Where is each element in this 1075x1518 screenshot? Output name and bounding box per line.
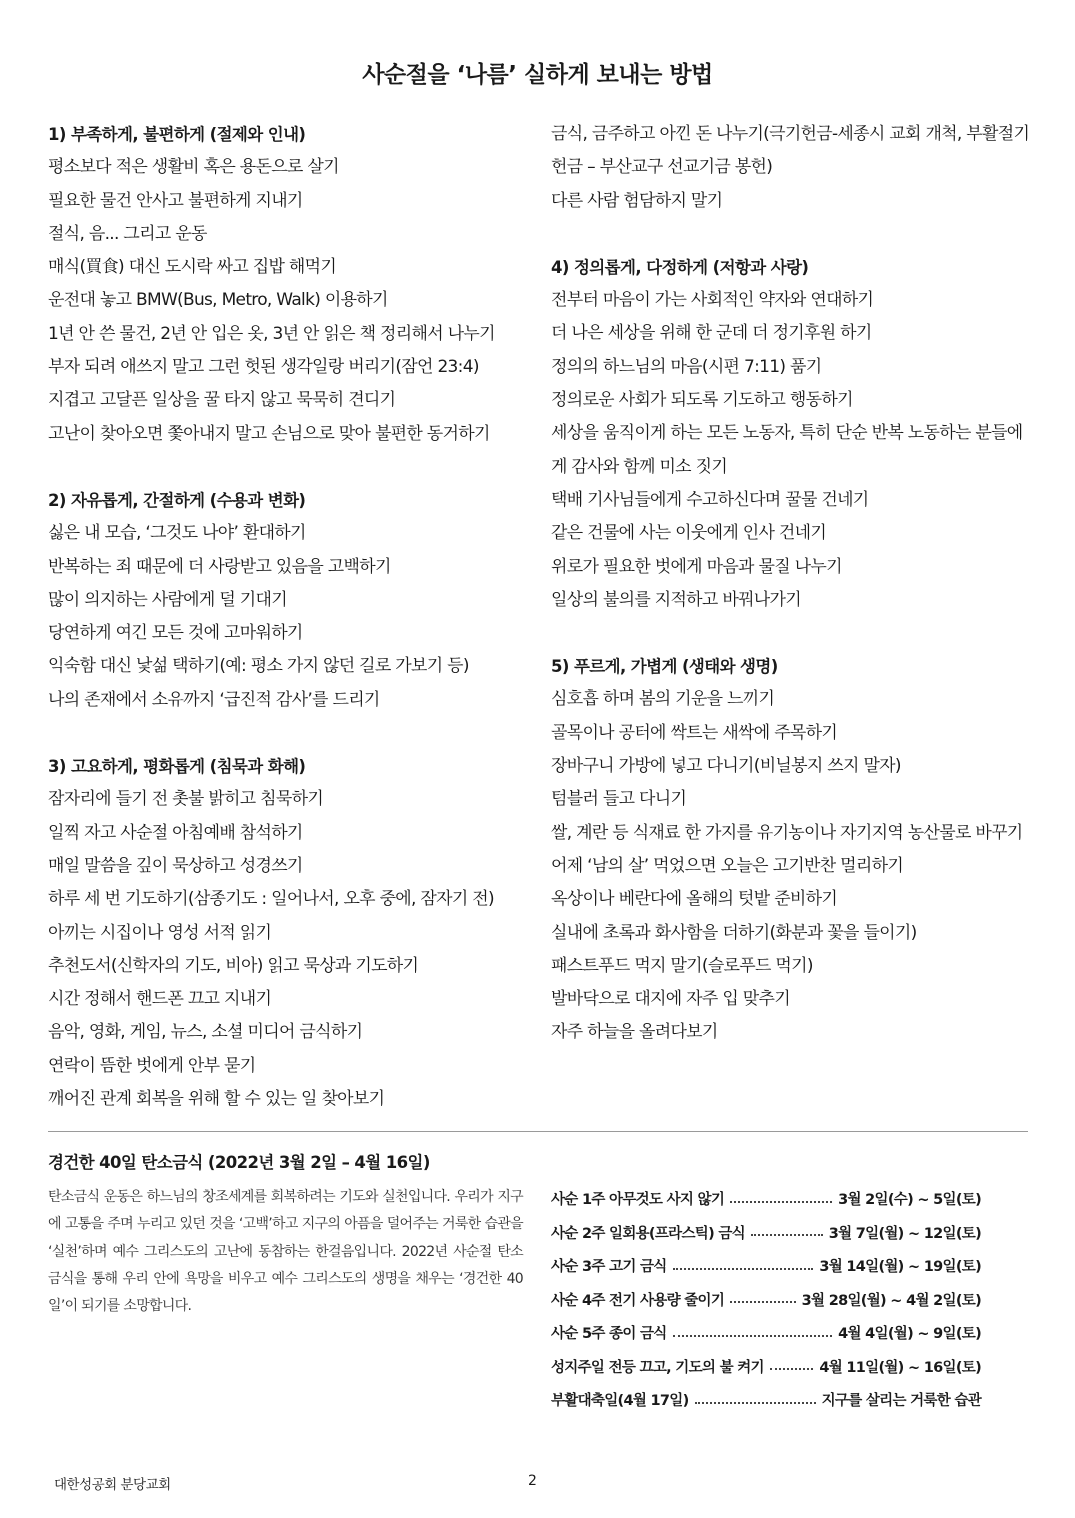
right-column bbox=[551, 118, 1031, 1083]
list-item: 매일 말씀을 깊이 묵상하고 성경쓰기 bbox=[48, 855, 303, 876]
carbon-fast-schedule bbox=[551, 1182, 981, 1417]
list-item: 일찍 자고 사순절 아침예배 참석하기 bbox=[48, 822, 303, 843]
section-3 bbox=[48, 750, 538, 1116]
list-item: 운전대 놓고 BMW(Bus, Metro, Walk) 이용하기 bbox=[48, 290, 388, 311]
list-item: 위로가 필요한 벗에게 마음과 물질 나누기 bbox=[551, 556, 842, 577]
page-number: 2 bbox=[528, 1473, 537, 1489]
section-4 bbox=[551, 251, 1031, 617]
list-item: 자주 하늘을 올려다보기 bbox=[551, 1022, 718, 1043]
carbon-fast-description: 탄소금식 운동은 하느님의 창조세계를 회복하려는 기도와 실천입니다. 우리가 지구에 고통을 주며 누리고 있던 것을 ‘고백’하고 지구의 아픔을 덜어주는 거룩한 습관을 ‘실천’하며 예수 그리스도의 고난에 동참하는 한걸음입니다. 2022년 사순절 탄소 금식을 통해 우리 안에 욕망을 비우고 예수 그리스도의 생명을 채우는 ‘경건한 40일’이 되기를 소망합니다. bbox=[48, 1189, 523, 1315]
list-item: 정의로운 사회가 되도록 기도하고 행동하기 bbox=[551, 390, 853, 411]
list-item: 어제 ‘남의 살’ 먹었으면 오늘은 고기반찬 멀리하기 bbox=[551, 855, 904, 876]
list-item: 필요한 물건 안사고 불편하게 지내기 bbox=[48, 190, 303, 211]
schedule-label: 사순 1주 아무것도 사지 않기 bbox=[551, 1192, 725, 1209]
list-item: 옥상이나 베란다에 올해의 텃밭 준비하기 bbox=[551, 889, 838, 910]
item-list bbox=[551, 118, 1031, 218]
item-list bbox=[48, 517, 538, 717]
section-heading: 3) 고요하게, 평화롭게 (침묵과 화해) bbox=[48, 757, 306, 777]
list-item: 나의 존재에서 소유까지 ‘급진적 감사’를 드리기 bbox=[48, 689, 380, 710]
schedule-date: 3월 14일(월) ~ 19일(토) bbox=[819, 1259, 981, 1276]
schedule-label: 사순 4주 전기 사용량 줄이기 bbox=[551, 1292, 725, 1309]
list-item: 아끼는 시집이나 영성 서적 읽기 bbox=[48, 922, 272, 943]
section-heading: 4) 정의롭게, 다정하게 (저항과 사랑) bbox=[551, 257, 809, 277]
list-item: 다른 사람 험담하지 말기 bbox=[551, 190, 723, 211]
list-item: 정의의 하느님의 마음(시편 7:11) 품기 bbox=[551, 356, 822, 377]
list-item: 당연하게 여긴 모든 것에 고마워하기 bbox=[48, 623, 303, 644]
list-item: 연락이 뜸한 벗에게 안부 묻기 bbox=[48, 1055, 256, 1076]
list-item: 골목이나 공터에 싹트는 새싹에 주목하기 bbox=[551, 722, 838, 743]
list-item: 하루 세 번 기도하기(삼종기도 : 일어나서, 오후 중에, 잠자기 전) bbox=[48, 889, 494, 910]
item-list bbox=[551, 683, 1031, 1049]
list-item: 심호흡 하며 봄의 기운을 느끼기 bbox=[551, 689, 775, 710]
list-item: 지겹고 고달픈 일상을 꿀 타지 않고 묵묵히 견디기 bbox=[48, 390, 396, 411]
list-item: 음악, 영화, 게임, 뉴스, 소셜 미디어 금식하기 bbox=[48, 1022, 363, 1043]
section-3-continued bbox=[551, 118, 1031, 218]
section-heading: 5) 푸르게, 가볍게 (생태와 생명) bbox=[551, 657, 778, 677]
item-list bbox=[48, 151, 538, 451]
schedule-label: 부활대축일(4월 17일) bbox=[551, 1393, 689, 1410]
list-item: 패스트푸드 먹지 말기(슬로푸드 먹기) bbox=[551, 955, 813, 976]
list-item: 일상의 불의를 지적하고 바꿔나가기 bbox=[551, 589, 801, 610]
list-item: 세상을 움직이게 하는 모든 노동자, 특히 단순 반복 노동하는 분들에게 감사와 함께 미소 짓기 bbox=[551, 423, 1023, 477]
list-item: 잠자리에 들기 전 촛불 밝히고 침묵하기 bbox=[48, 789, 324, 810]
dot-leader bbox=[673, 1335, 833, 1337]
list-item: 절식, 음... 그리고 운동 bbox=[48, 223, 207, 244]
schedule-row bbox=[551, 1283, 981, 1317]
list-item: 택배 기사님들에게 수고하신다며 꿀물 건네기 bbox=[551, 489, 869, 510]
list-item: 장바구니 가방에 넣고 다니기(비닐봉지 쓰지 말자) bbox=[551, 756, 901, 777]
list-item: 실내에 초록과 화사함을 더하기(화분과 꽃을 들이기) bbox=[551, 922, 917, 943]
schedule-label: 사순 3주 고기 금식 bbox=[551, 1259, 667, 1276]
item-list bbox=[551, 284, 1031, 617]
schedule-date: 4월 11일(월) ~ 16일(토) bbox=[819, 1359, 981, 1376]
dot-leader bbox=[673, 1268, 814, 1270]
list-item: 같은 건물에 사는 이웃에게 인사 건네기 bbox=[551, 523, 827, 544]
schedule-row bbox=[551, 1249, 981, 1283]
dot-leader bbox=[695, 1402, 816, 1404]
list-item: 1년 안 쓴 물건, 2년 안 입은 옷, 3년 안 읽은 책 정리해서 나누기 bbox=[48, 323, 495, 344]
section-1 bbox=[48, 118, 538, 451]
dot-leader bbox=[730, 1201, 832, 1203]
list-item: 쌀, 계란 등 식재료 한 가지를 유기농이나 자기지역 농산물로 바꾸기 bbox=[551, 822, 1023, 843]
schedule-date: 3월 28일(월) ~ 4월 2일(토) bbox=[801, 1292, 981, 1309]
schedule-row bbox=[551, 1182, 981, 1216]
list-item: 평소보다 적은 생활비 혹은 용돈으로 살기 bbox=[48, 157, 339, 178]
footer-church-name: 대한성공회 분당교회 bbox=[54, 1477, 171, 1493]
section-heading: 2) 자유롭게, 간절하게 (수용과 변화) bbox=[48, 490, 306, 510]
list-item: 더 나은 세상을 위해 한 군데 더 정기후원 하기 bbox=[551, 323, 872, 344]
schedule-label: 사순 5주 종이 금식 bbox=[551, 1326, 667, 1343]
list-item: 고난이 찾아오면 쫓아내지 말고 손님으로 맞아 불편한 동거하기 bbox=[48, 423, 490, 444]
list-item: 반복하는 죄 때문에 더 사랑받고 있음을 고백하기 bbox=[48, 556, 391, 577]
list-item: 추천도서(신학자의 기도, 비아) 읽고 묵상과 기도하기 bbox=[48, 955, 419, 976]
section-5 bbox=[551, 650, 1031, 1050]
list-item: 부자 되려 애쓰지 말고 그런 헛된 생각일랑 버리기(잠언 23:4) bbox=[48, 357, 479, 378]
section-heading: 1) 부족하게, 불편하게 (절제와 인내) bbox=[48, 125, 306, 144]
divider bbox=[48, 1131, 1028, 1132]
schedule-date: 지구를 살리는 거룩한 습관 bbox=[821, 1393, 981, 1410]
dot-leader bbox=[770, 1368, 813, 1370]
schedule-date: 3월 2일(수) ~ 5일(토) bbox=[838, 1192, 981, 1209]
schedule-row bbox=[551, 1316, 981, 1350]
schedule-row bbox=[551, 1216, 981, 1250]
schedule-date: 4월 4일(월) ~ 9일(토) bbox=[838, 1326, 981, 1343]
dot-leader bbox=[730, 1301, 795, 1303]
list-item: 금식, 금주하고 아낀 돈 나누기(극기헌금-세종시 교회 개척, 부활절기헌금 – 부산교구 선교기금 봉헌) bbox=[551, 124, 1030, 178]
schedule-label: 사순 2주 일회용(프라스틱) 금식 bbox=[551, 1225, 745, 1242]
list-item: 전부터 마음이 가는 사회적인 약자와 연대하기 bbox=[551, 290, 874, 311]
list-item: 깨어진 관계 회복을 위해 할 수 있는 일 찾아보기 bbox=[48, 1089, 385, 1110]
left-column bbox=[48, 118, 538, 1149]
list-item: 텀블러 들고 다니기 bbox=[551, 789, 687, 810]
schedule-row bbox=[551, 1350, 981, 1384]
list-item: 발바닥으로 대지에 자주 입 맞추기 bbox=[551, 989, 790, 1010]
item-list bbox=[48, 783, 538, 1116]
dot-leader bbox=[751, 1234, 823, 1236]
schedule-row bbox=[551, 1383, 981, 1417]
list-item: 익숙함 대신 낯섦 택하기(예: 평소 가지 않던 길로 가보기 등) bbox=[48, 656, 469, 677]
list-item: 싫은 내 모습, ‘그것도 나야’ 환대하기 bbox=[48, 523, 306, 544]
list-item: 많이 의지하는 사람에게 덜 기대기 bbox=[48, 589, 287, 610]
schedule-date: 3월 7일(월) ~ 12일(토) bbox=[828, 1225, 981, 1242]
carbon-fast-title: 경건한 40일 탄소금식 (2022년 3월 2일 – 4월 16일) bbox=[48, 1153, 430, 1172]
section-2 bbox=[48, 484, 538, 717]
list-item: 매식(買食) 대신 도시락 싸고 집밥 해먹기 bbox=[48, 257, 337, 278]
schedule-label: 성지주일 전등 끄고, 기도의 불 켜기 bbox=[551, 1359, 764, 1376]
page-title: 사순절을 ‘나름’ 실하게 보내는 방법 bbox=[362, 62, 713, 88]
list-item: 시간 정해서 핸드폰 끄고 지내기 bbox=[48, 989, 272, 1010]
